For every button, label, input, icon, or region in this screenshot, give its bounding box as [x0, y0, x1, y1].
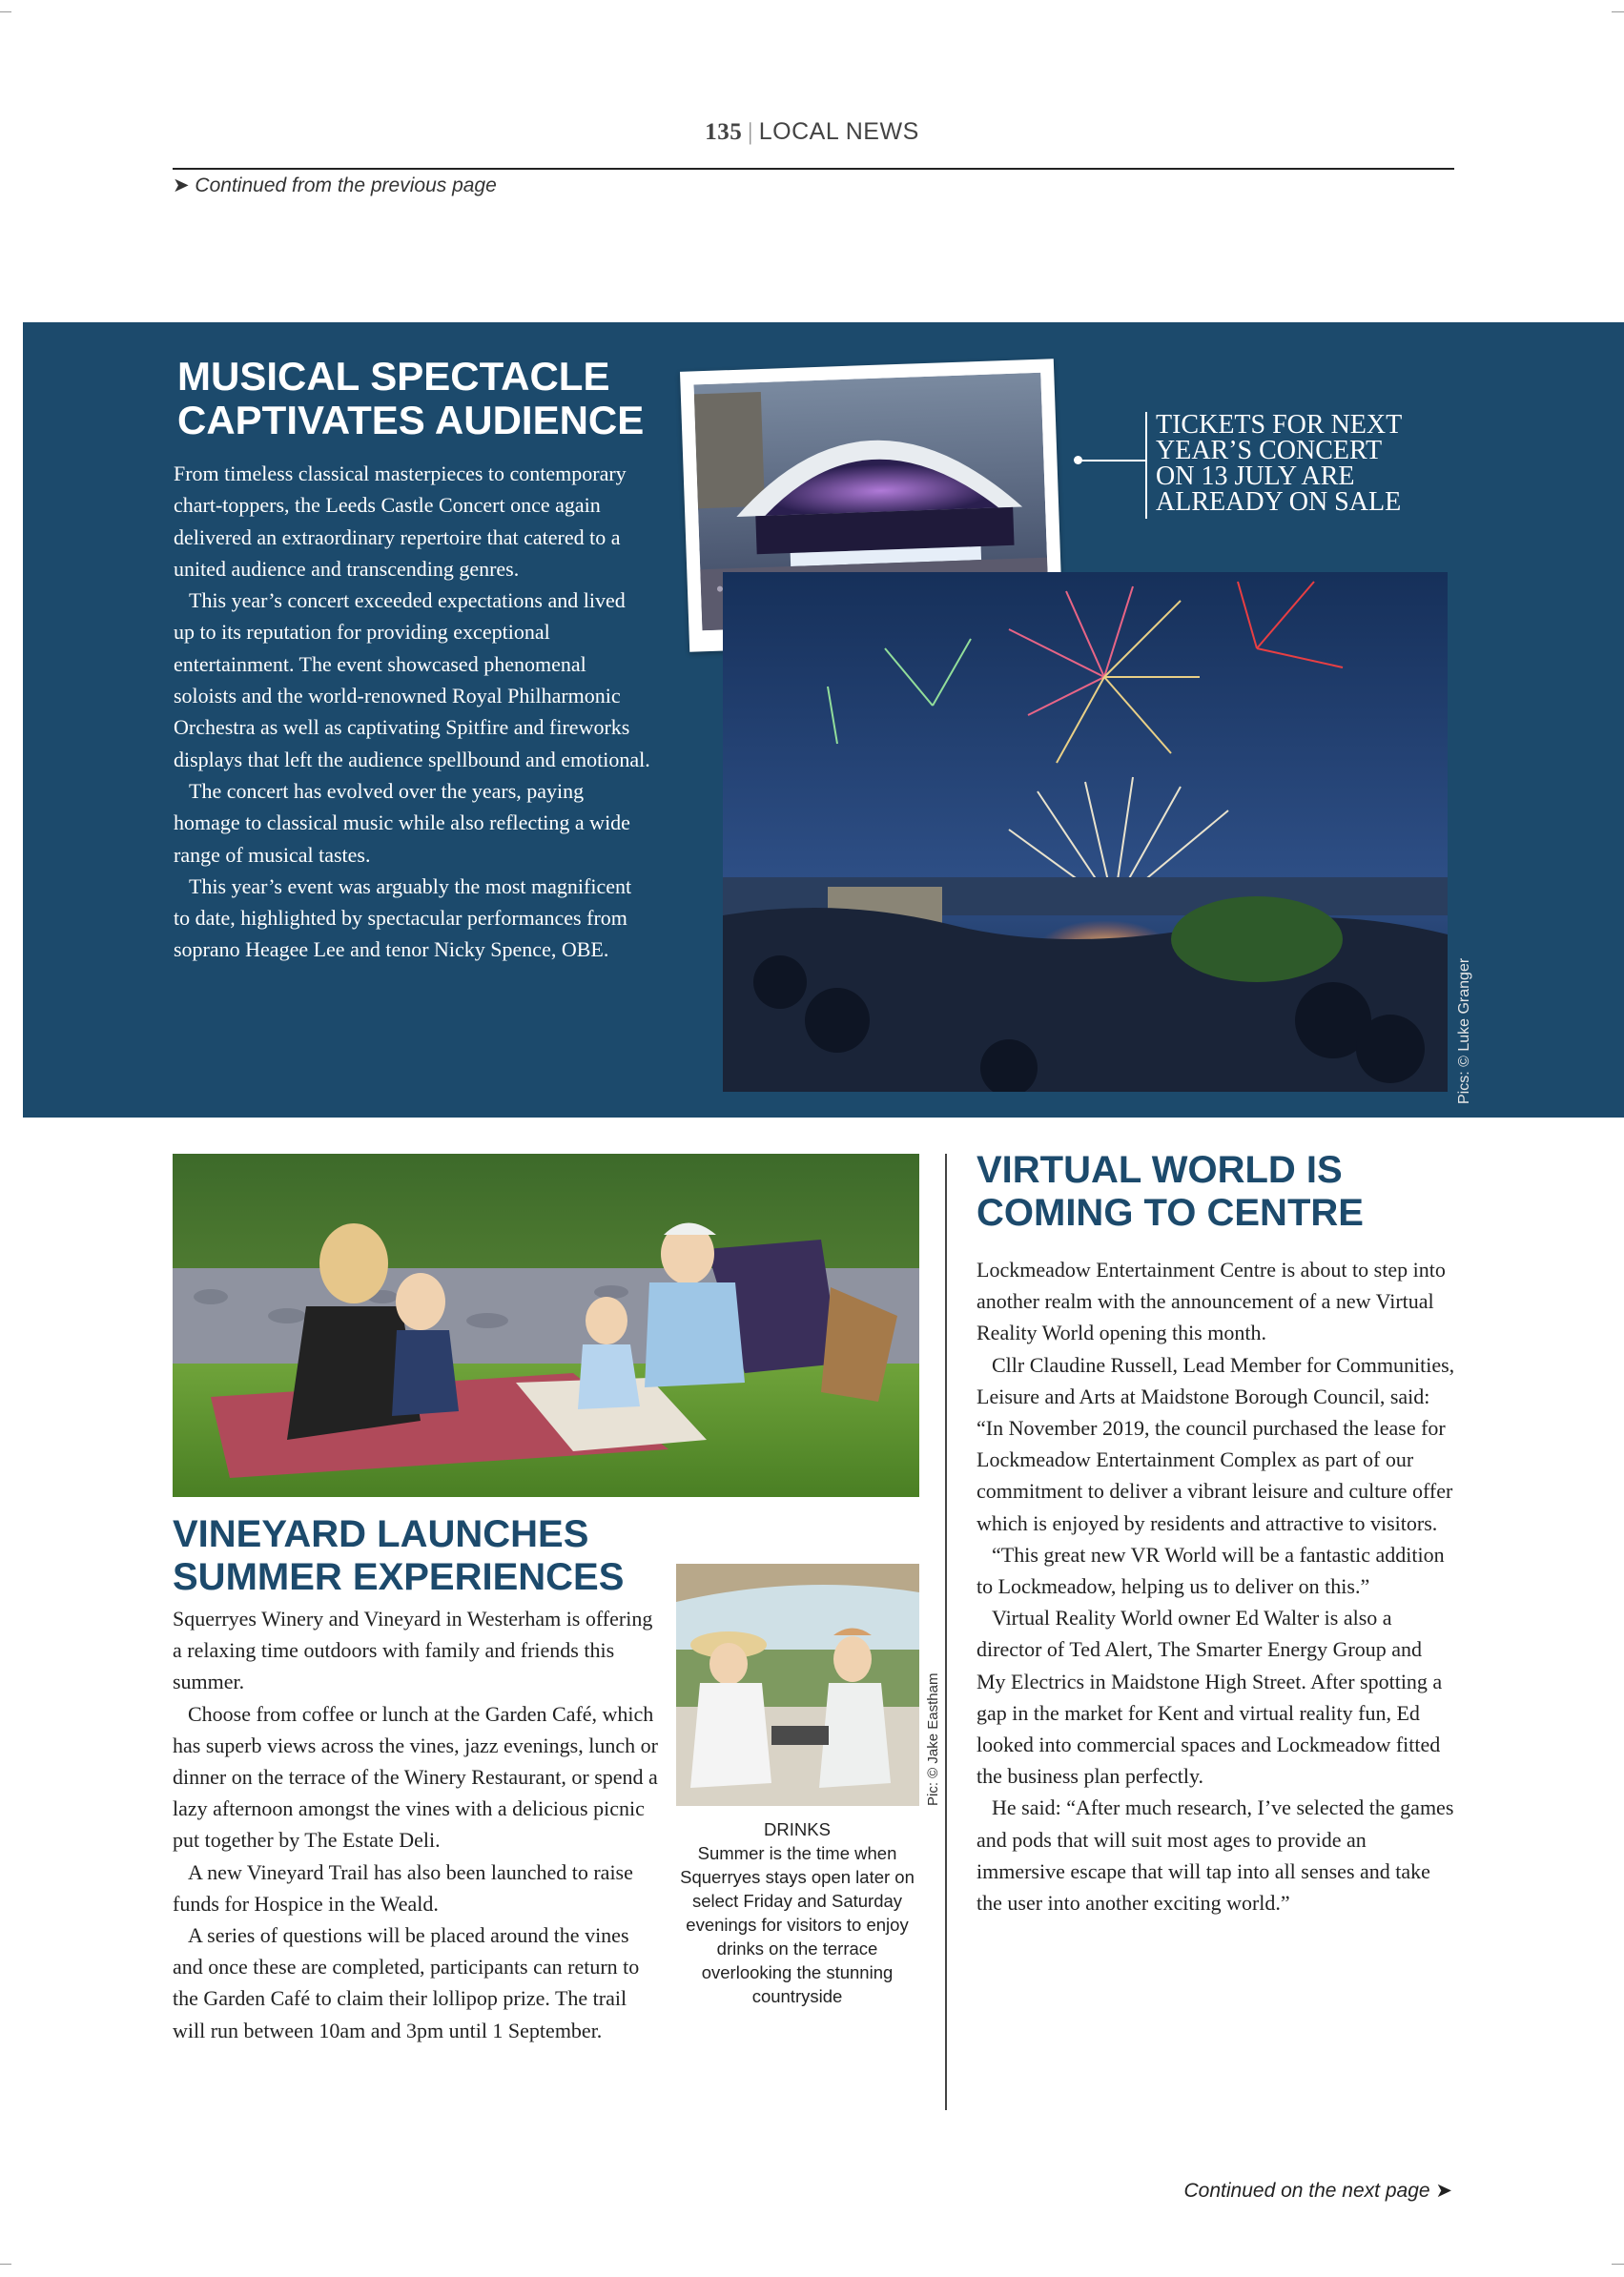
tickets-callout	[1156, 412, 1461, 515]
virtual-headline-line: VIRTUAL WORLD IS	[976, 1149, 1343, 1191]
header-separator: |	[748, 119, 753, 145]
virtual-paragraph: Cllr Claudine Russell, Lead Member for Communities, Leisure and Arts at Maidstone Borough Council, said: “In November 2019, the council purchased the lease for Lockmeadow Entertainment Complex as part of our commitment to deliver a vibrant leisure and culture offer which is enjoyed by residents and attractive to visitors.	[976, 1352, 1455, 1535]
virtual-paragraph: He said: “After much research, I’ve selected the games and pods that will suit most ages to provide an immersive escape that will tap into all senses and take the user into another exciting world.”	[976, 1795, 1454, 1916]
fireworks-photo	[723, 572, 1448, 1092]
vineyard-paragraph: A series of questions will be placed around the vines and once these are completed, participants can return to the Garden Café to claim their lollipop prize. The trail will run between 10am and 3pm until 1 September.	[173, 1923, 640, 2042]
virtual-world-article-body	[976, 1254, 1456, 1918]
concert-headline-line: CAPTIVATES AUDIENCE	[177, 398, 645, 442]
vineyard-headline-line: VINEYARD LAUNCHES	[173, 1513, 589, 1555]
concert-paragraph: This year’s concert exceeded expectations and lived up to its reputation for providing exceptional entertainment. The event showcased phenomenal soloists and the world-renowned Royal Philharmonic Orchestra as well as captivating Spitfire and fireworks displays that left the audience spellbound and emotional.	[174, 588, 650, 771]
continued-next-label: Continued on the next page ➤	[1183, 2180, 1452, 2202]
vineyard-paragraph: Squerryes Winery and Vineyard in Westerham is offering a relaxing time outdoors with family and friends this summer.	[173, 1607, 653, 1694]
vineyard-article-body	[173, 1603, 659, 2046]
vineyard-photo-credit: Pic: © Jake Eastham	[925, 1672, 941, 1806]
concert-article-body	[174, 458, 650, 966]
virtual-paragraph: Lockmeadow Entertainment Centre is about to step into another realm with the announcement of a new Virtual Reality World opening this month.	[976, 1258, 1446, 1345]
virtual-world-headline	[976, 1149, 1453, 1235]
tickets-callout-line: ON 13 JULY ARE	[1156, 462, 1355, 491]
crop-mark	[0, 11, 11, 12]
drinks-caption-title: DRINKS	[764, 1819, 831, 1839]
crop-mark	[1612, 2264, 1624, 2265]
concert-headline	[177, 355, 654, 442]
column-divider	[945, 1154, 947, 2110]
concert-paragraph: The concert has evolved over the years, paying homage to classical music while also reflecting a wide range of musical tastes.	[174, 778, 630, 867]
virtual-headline-line: COMING TO CENTRE	[976, 1192, 1364, 1234]
drinks-caption	[672, 1817, 922, 2008]
tickets-callout-line: ALREADY ON SALE	[1156, 487, 1402, 517]
virtual-paragraph: “This great new VR World will be a fantastic addition to Lockmeadow, helping us to deliver on this.”	[976, 1542, 1445, 1599]
drinks-terrace-photo	[676, 1564, 919, 1806]
header-rule	[173, 168, 1454, 170]
tickets-callout-line: YEAR’S CONCERT	[1156, 436, 1383, 465]
page-header	[0, 118, 1624, 146]
tickets-callout-line: TICKETS FOR NEXT	[1156, 410, 1403, 440]
vineyard-headline-line: SUMMER EXPERIENCES	[173, 1556, 625, 1598]
concert-photo-credit: Pics: © Luke Granger	[1456, 957, 1472, 1104]
callout-line	[1078, 460, 1146, 462]
page-number: 135	[705, 119, 743, 145]
vineyard-paragraph: A new Vineyard Trail has also been launched to raise funds for Hospice in the Weald.	[173, 1859, 633, 1916]
concert-paragraph: This year’s event was arguably the most magnificent to date, highlighted by spectacular performances from soprano Heagee Lee and tenor Nicky Spence, OBE.	[174, 873, 632, 962]
concert-headline-line: MUSICAL SPECTACLE	[177, 354, 610, 399]
vineyard-paragraph: Choose from coffee or lunch at the Garden Café, which has superb views across the vines, jazz evenings, lunch or dinner on the terrace of the Winery Restaurant, or spend a lazy afternoon amongst the vines with a delicious picnic put together by The Estate Deli.	[173, 1701, 658, 1853]
concert-paragraph: From timeless classical masterpieces to contemporary chart-toppers, the Leeds Castle Concert once again delivered an extraordinary repertoire that catered to a united audience and transcending genres.	[174, 462, 627, 581]
vineyard-headline	[173, 1513, 668, 1599]
vineyard-picnic-photo	[173, 1154, 919, 1497]
continued-from-label: ➤ Continued from the previous page	[173, 174, 497, 196]
section-title: LOCAL NEWS	[758, 118, 919, 145]
crop-mark	[1612, 11, 1624, 12]
drinks-caption-text: Summer is the time when Squerryes stays open later on select Friday and Saturday evenings for visitors to enjoy drinks on the terrace overlooking the stunning countryside	[680, 1843, 915, 2006]
callout-bar	[1145, 412, 1147, 519]
crop-mark	[0, 2264, 11, 2265]
virtual-paragraph: Virtual Reality World owner Ed Walter is also a director of Ted Alert, The Smarter Energy Group and My Electrics in Maidstone High Street. After spotting a gap in the market for Kent and virtual reality fun, Ed looked into commercial spaces and Lockmeadow fitted the business plan perfectly.	[976, 1606, 1443, 1789]
